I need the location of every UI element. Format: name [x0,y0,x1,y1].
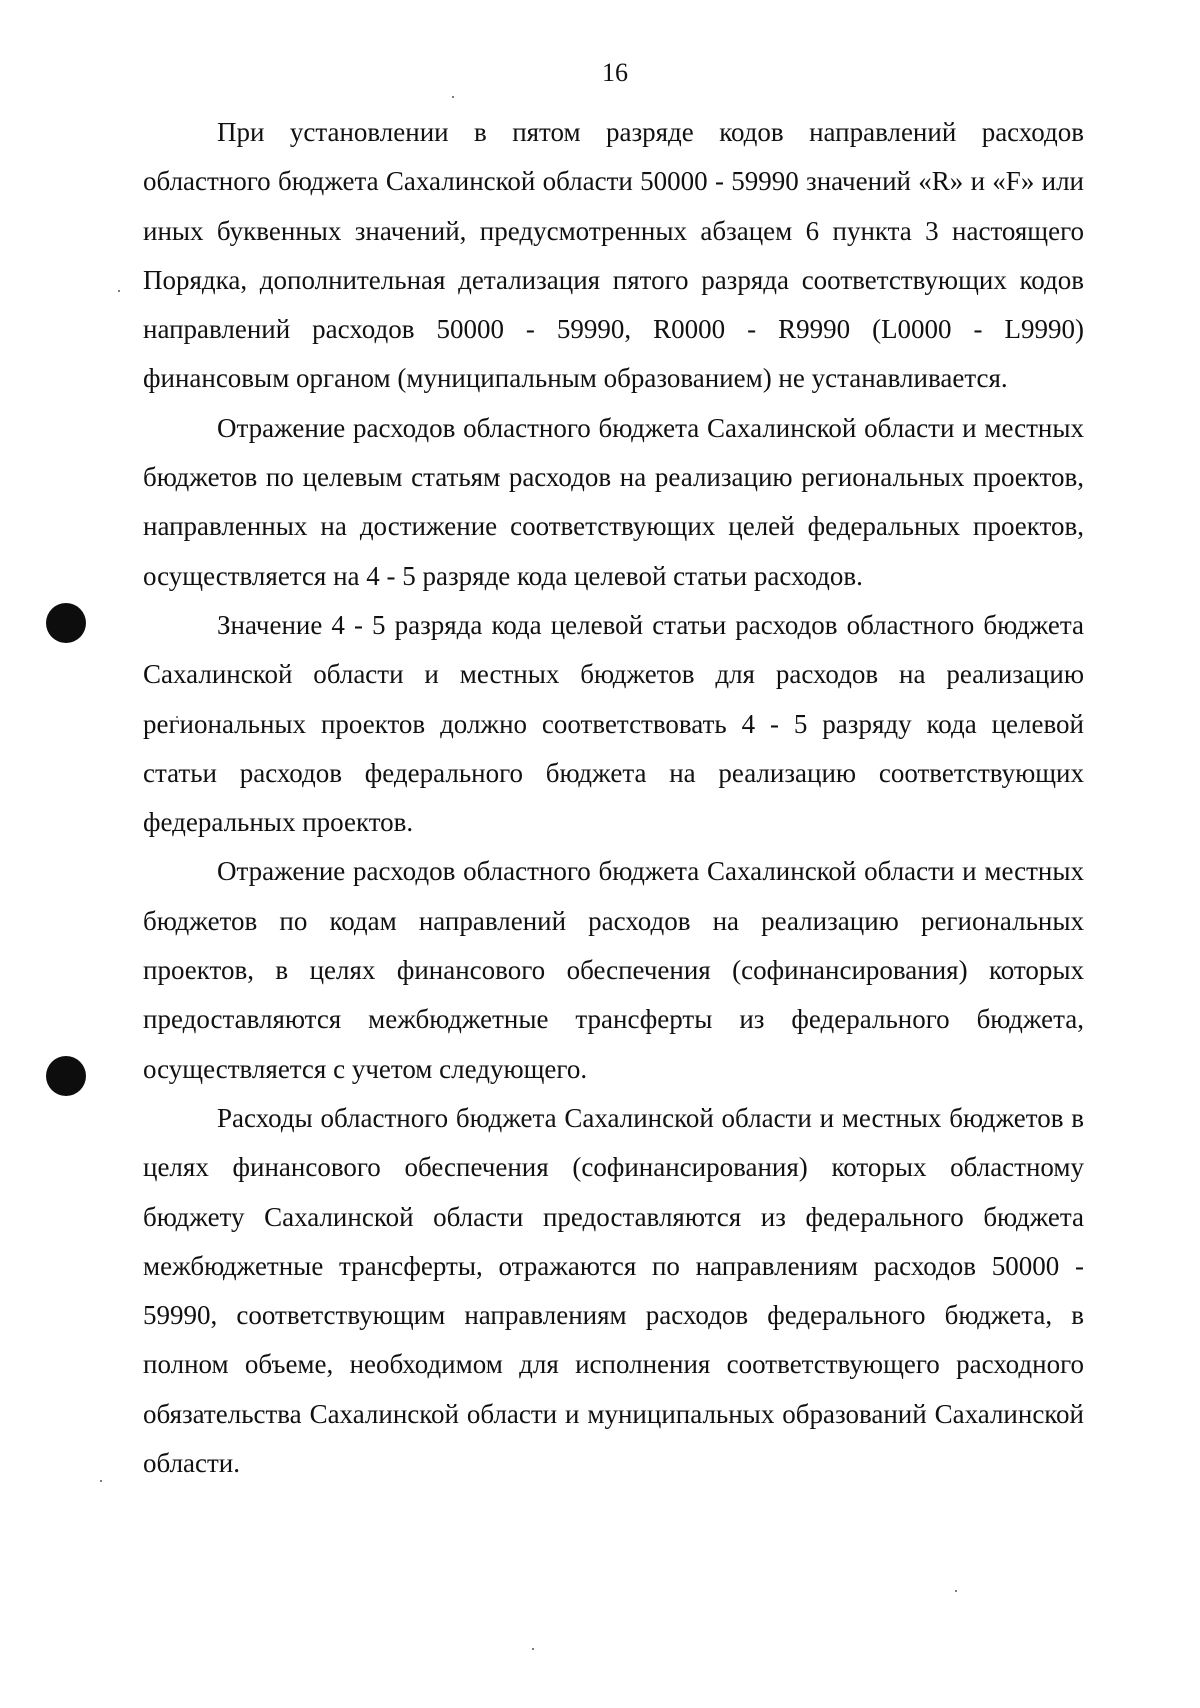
scan-speck [955,1590,957,1592]
punch-hole-mark [46,1056,86,1096]
paragraph: Отражение расходов областного бюджета Сахалинской области и местных бюджетов по целевым статьям расходов на реализацию региональных проектов, направленных на достижение соответствующих целей федеральных проектов, осуществляется на 4 - 5 разряде кода целевой статьи расходов. [143,412,1084,591]
page-number: 16 [602,58,628,87]
paragraph: Значение 4 - 5 разряда кода целевой статьи расходов областного бюджета Сахалинской области и местных бюджетов для расходов на реализацию региональных проектов должно соответствовать 4 - 5 разряду кода целевой статьи расходов федерального бюджета на реализацию соответствующих федеральных проектов. [143,609,1084,838]
scan-speck [532,1648,534,1650]
scan-speck [452,96,454,98]
document-body [143,108,1084,1488]
paragraph: При установлении в пятом разряде кодов направлений расходов областного бюджета Сахалинской области 50000 - 59990 значений «R» и «F» или иных буквенных значений, предусмотренных абзацем 6 пункта 3 настоящего Порядка, дополнительная детализация пятого разряда соответствующих кодов направлений расходов 50000 - 59990, R0000 - R9990 (L0000 - L9990) финансовым органом (муниципальным образованием) не устанавливается. [143,117,1084,394]
paragraph: Отражение расходов областного бюджета Сахалинской области и местных бюджетов по кодам направлений расходов на реализацию региональных проектов, в целях финансового обеспечения (софинансирования) которых предоставляются межбюджетные трансферты из федерального бюджета, осуществляется с учетом следующего. [143,856,1084,1084]
scan-speck [100,1480,102,1482]
paragraph: Расходы областного бюджета Сахалинской области и местных бюджетов в целях финансового обеспечения (софинансирования) которых областному бюджету Сахалинской области предоставляются из федерального бюджета межбюджетные трансферты, отражаются по направлениям расходов 50000 - 59990, соответствующим направлениям расходов федерального бюджета, в полном объеме, необходимом для исполнения соответствующего расходного обязательства Сахалинской области и муниципальных образований Сахалинской области. [143,1102,1084,1479]
punch-hole-mark [46,603,86,643]
scan-speck [118,290,120,292]
